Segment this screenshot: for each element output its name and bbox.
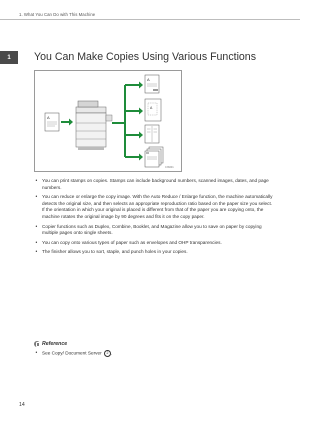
illustration-svg — [35, 71, 181, 171]
reference-label: Reference — [42, 340, 68, 347]
stamped-copy-output — [145, 75, 159, 93]
list-item — [34, 224, 274, 237]
reference-icon — [34, 341, 40, 347]
svg-text:A: A — [150, 106, 153, 110]
arrow-to-copier — [61, 119, 73, 126]
output-arrows — [112, 82, 143, 161]
svg-text:A: A — [47, 115, 50, 120]
bullet-dot: • — [35, 239, 38, 246]
figure-code: CIS001 — [165, 166, 174, 169]
list-item — [34, 178, 274, 191]
resized-copy-output — [145, 99, 161, 121]
reference-heading — [34, 340, 67, 347]
bullet-dot: • — [35, 223, 38, 230]
bullet-dot: • — [35, 194, 38, 201]
feature-bullet-list — [34, 178, 274, 259]
header-divider — [0, 19, 300, 20]
list-item — [34, 240, 274, 247]
list-item-text: You can reduce or enlarge the copy image. With the Auto Reduce / Enlarge function, the machine automatically detects the original size, and then selects an appropriate reproduction ratio based on the paper size you select. If the orientation in which your original is placed is different from that of the paper you are copying onto, the machine rotates the original image by 90 degrees and fits it on the copy paper. — [42, 194, 273, 219]
copier-machine-icon — [76, 101, 112, 150]
page-number: 14 — [19, 402, 25, 408]
original-document — [45, 113, 59, 131]
reference-item-text: See Copy/ Document Server — [42, 350, 102, 356]
running-header: 1. What You Can Do with This Machine — [19, 12, 96, 17]
chapter-tab: 1 — [0, 51, 18, 64]
list-item-text: You can copy onto various types of paper such as envelopes and OHP transparencies. — [42, 239, 222, 245]
list-item-text: The finisher allows you to sort, staple, and punch holes in your copies. — [42, 249, 188, 255]
list-item — [34, 249, 274, 256]
list-item-text: Copier functions such as Duplex, Combine, Booklet, and Magazine allow you to save on paper by copying multiple pages onto single sheets. — [42, 223, 262, 236]
list-item-text: You can print stamps on copies. Stamps can include background numbers, scanned images, dates, and page numbers. — [42, 178, 269, 190]
finished-copy-stack — [145, 147, 163, 167]
bullet-dot: • — [35, 178, 38, 184]
list-item — [34, 194, 274, 220]
circled-number-icon: 2 — [104, 350, 111, 357]
svg-text:A: A — [147, 77, 150, 82]
page-title: You Can Make Copies Using Various Functions — [34, 51, 256, 63]
bullet-dot: • — [35, 350, 38, 356]
reference-item: • See Copy/ Document Server 2 . — [35, 350, 113, 356]
copy-functions-illustration — [34, 70, 182, 172]
combined-copy-output — [145, 125, 159, 143]
bullet-dot: • — [35, 249, 38, 256]
